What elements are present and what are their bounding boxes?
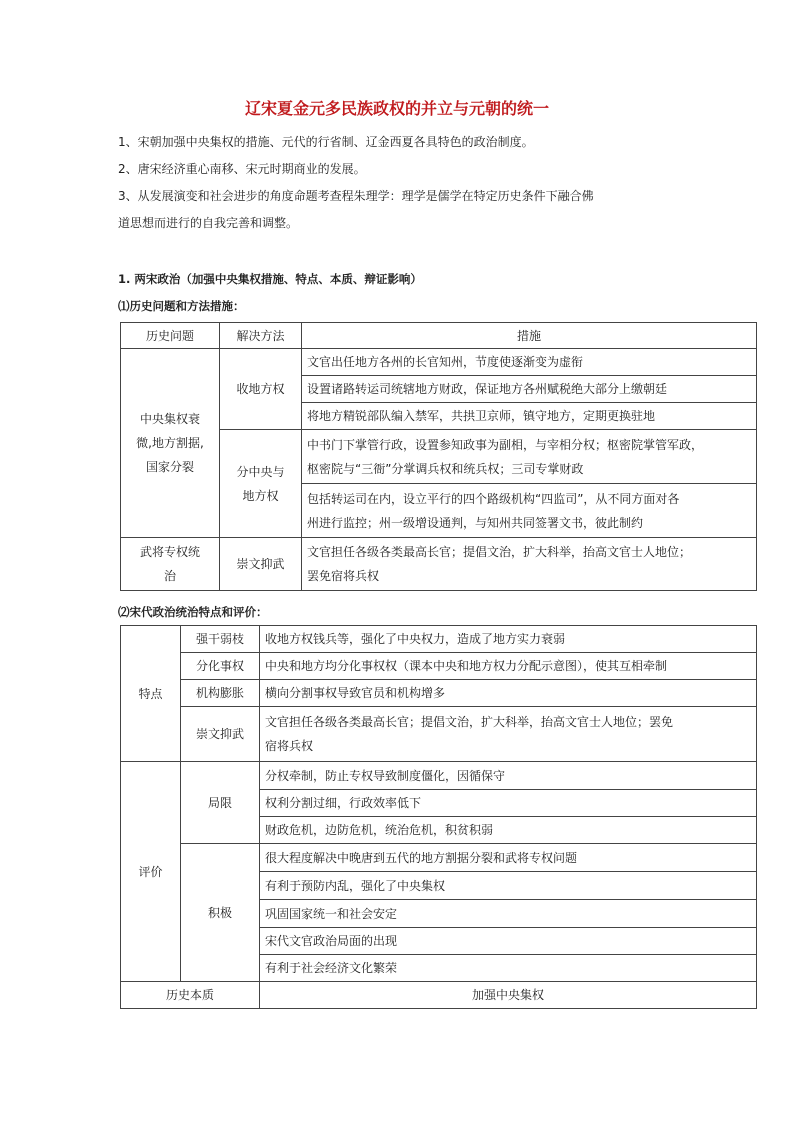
method-line: 分中央与 bbox=[236, 464, 285, 479]
method-cell-2 bbox=[220, 430, 302, 538]
positive-item: 有利于社会经济文化繁荣 bbox=[260, 955, 757, 982]
measure-line: 罢免宿将兵权 bbox=[307, 569, 380, 583]
feature-desc: 中央和地方均分化事权权（课本中央和地方权力分配示意图），使其互相牵制 bbox=[260, 653, 757, 680]
measure-row bbox=[302, 484, 757, 538]
subsection-heading-1: ⑴历史问题和方法措施： bbox=[118, 299, 245, 313]
feature-label: 特点 bbox=[121, 626, 181, 762]
problem-line: 国家分裂 bbox=[145, 460, 194, 474]
problem-line: 武将专权统 bbox=[139, 545, 200, 559]
problem-line: 治 bbox=[163, 569, 176, 583]
measure-row: 将地方精锐部队编入禁军，共拱卫京师，镇守地方，定期更换驻地 bbox=[302, 403, 757, 430]
measure-line: 中书门下掌管行政，设置参知政事为副相，与宰相分权；枢密院掌管军政， bbox=[307, 437, 704, 452]
limit-item: 权利分割过细，行政效率低下 bbox=[260, 790, 757, 817]
section-heading-1: 1. 两宋政治（加强中央集权措施、特点、本质、辩证影响） bbox=[118, 272, 422, 286]
header-measure: 措施 bbox=[302, 323, 757, 349]
header-method: 解决方法 bbox=[220, 323, 302, 349]
intro-line-3: 3、从发展演变和社会进步的角度命题考查程朱理学：理学是儒学在特定历史条件下融合佛 bbox=[118, 189, 594, 203]
feature-desc: 收地方权钱兵等，强化了中央权力，造成了地方实力衰弱 bbox=[260, 626, 757, 653]
measure-row: 文官出任地方各州的长官知州，节度使逐渐变为虚衔 bbox=[302, 349, 757, 376]
feature-desc-line: 宿将兵权 bbox=[265, 739, 314, 753]
measure-line: 州进行监控；州一级增设通判，与知州共同签署文书，彼此制约 bbox=[307, 515, 644, 530]
measure-row bbox=[302, 538, 757, 591]
measure-line: 文官担任各级各类最高长官；提倡文治，扩大科举，抬高文官士人地位； bbox=[307, 545, 692, 559]
problem-cell-1 bbox=[121, 349, 220, 538]
evaluation-table bbox=[120, 625, 757, 1009]
feature-name: 机构膨胀 bbox=[181, 680, 260, 707]
positive-item: 有利于预防内乱，强化了中央集权 bbox=[260, 872, 757, 900]
feature-name: 崇文抑武 bbox=[181, 707, 260, 762]
feature-desc-line: 文官担任各级各类最高长官；提倡文治，扩大科举，抬高文官士人地位；罢免 bbox=[265, 715, 674, 729]
essence-label: 历史本质 bbox=[121, 982, 260, 1009]
measure-line: 包括转运司在内，设立平行的四个路级机构“四监司”，从不同方面对各 bbox=[307, 491, 680, 506]
method-line: 地方权 bbox=[242, 488, 279, 503]
header-problem: 历史问题 bbox=[121, 323, 220, 349]
problem-line: 中央集权衰 bbox=[139, 412, 200, 426]
intro-line-1: 1、宋朝加强中央集权的措施、元代的行省制、辽金西夏各具特色的政治制度。 bbox=[118, 135, 534, 149]
limit-item: 财政危机，边防危机，统治危机，积贫积弱 bbox=[260, 817, 757, 844]
method-cell-1: 收地方权 bbox=[220, 349, 302, 430]
problem-cell-2 bbox=[121, 538, 220, 591]
measure-row: 设置诸路转运司统辖地方财政，保证地方各州赋税绝大部分上缴朝廷 bbox=[302, 376, 757, 403]
intro-line-2: 2、唐宋经济重心南移、宋元时期商业的发展。 bbox=[118, 162, 366, 176]
intro-line-4: 道思想而进行的自我完善和调整。 bbox=[118, 216, 299, 230]
positive-item: 宋代文官政治局面的出现 bbox=[260, 928, 757, 955]
feature-name: 强干弱枝 bbox=[181, 626, 260, 653]
positive-item: 巩固国家统一和社会安定 bbox=[260, 900, 757, 928]
feature-desc: 横向分割事权导致官员和机构增多 bbox=[260, 680, 757, 707]
measure-row bbox=[302, 430, 757, 484]
document-title: 辽宋夏金元多民族政权的并立与元朝的统一 bbox=[244, 99, 549, 118]
limit-item: 分权牵制，防止专权导致制度僵化，因循保守 bbox=[260, 762, 757, 790]
subsection-heading-2: ⑵宋代政治统治特点和评价： bbox=[118, 605, 268, 619]
positive-item: 很大程度解决中晚唐到五代的地方割据分裂和武将专权问题 bbox=[260, 844, 757, 872]
feature-name: 分化事权 bbox=[181, 653, 260, 680]
evaluation-label: 评价 bbox=[121, 762, 181, 982]
limit-label: 局限 bbox=[181, 762, 260, 844]
measure-line: 枢密院与“三衙”分掌调兵权和统兵权；三司专掌财政 bbox=[307, 461, 584, 476]
essence-value: 加强中央集权 bbox=[260, 982, 757, 1009]
feature-desc bbox=[260, 707, 757, 762]
measures-table bbox=[120, 322, 757, 591]
positive-label: 积极 bbox=[181, 844, 260, 982]
problem-line: 微,地方割据, bbox=[136, 436, 204, 450]
method-cell-3: 崇文抑武 bbox=[220, 538, 302, 591]
